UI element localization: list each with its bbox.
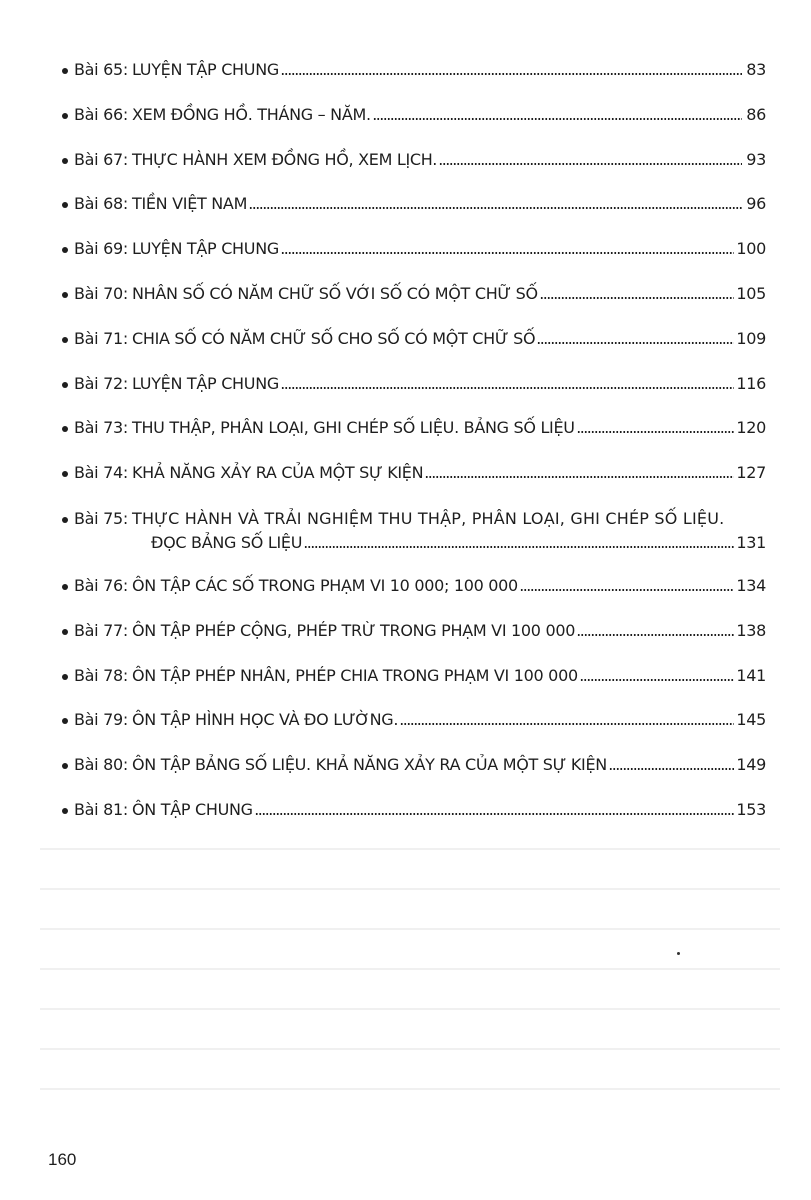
- dot-leader: [281, 73, 742, 75]
- dot-leader: [281, 387, 734, 389]
- toc-entry[interactable]: [62, 372, 766, 393]
- lesson-title: ÔN TẬP PHÉP NHÂN, PHÉP CHIA TRONG PHẠM VI 100 000: [131, 665, 578, 685]
- lesson-number: Bài 67:: [74, 149, 128, 169]
- lesson-title: TIỀN VIỆT NAM: [131, 194, 248, 214]
- dot-leader: [540, 297, 735, 299]
- bullet-icon: [62, 763, 68, 769]
- bullet-icon: [62, 247, 68, 253]
- lesson-title: ÔN TẬP CHUNG: [131, 799, 253, 819]
- page-number: 116: [736, 373, 766, 393]
- toc-entry[interactable]: [62, 148, 766, 169]
- show-through-text: [40, 820, 780, 1100]
- bullet-icon: [62, 718, 68, 724]
- toc-entry[interactable]: [62, 664, 766, 685]
- lesson-title: THỰC HÀNH XEM ĐỒNG HỒ, XEM LỊCH.: [131, 149, 438, 169]
- lesson-number: Bài 73:: [74, 418, 128, 438]
- page-number: 109: [736, 328, 766, 348]
- lesson-number: Bài 66:: [74, 104, 128, 124]
- page-number: 96: [746, 194, 766, 214]
- dot-leader: [373, 118, 742, 120]
- lesson-title-continued: ĐỌC BẢNG SỐ LIỆU: [151, 532, 303, 552]
- lesson-number: Bài 76:: [74, 575, 128, 595]
- bullet-icon: [62, 292, 68, 298]
- footer-page-number: 160: [48, 1150, 77, 1169]
- lesson-number: Bài 70:: [74, 283, 128, 303]
- lesson-title: THU THẬP, PHÂN LOẠI, GHI CHÉP SỐ LIỆU. BẢNG SỐ LIỆU: [131, 418, 575, 438]
- lesson-number: Bài 71:: [74, 328, 128, 348]
- page-number: 153: [736, 799, 766, 819]
- bullet-icon: [62, 808, 68, 814]
- bullet-icon: [62, 584, 68, 590]
- page-number: 86: [746, 104, 766, 124]
- page-number: 105: [736, 283, 766, 303]
- lesson-number: Bài 75:: [74, 508, 128, 528]
- dot-leader: [304, 546, 734, 548]
- lesson-title: CHIA SỐ CÓ NĂM CHỮ SỐ CHO SỐ CÓ MỘT CHỮ SỐ: [131, 328, 536, 348]
- bullet-icon: [62, 158, 68, 164]
- bullet-icon: [62, 337, 68, 343]
- dot-leader: [520, 589, 734, 591]
- lesson-title: LUYỆN TẬP CHUNG: [131, 239, 279, 259]
- dot-leader: [281, 252, 734, 254]
- lesson-number: Bài 72:: [74, 373, 128, 393]
- dot-leader: [537, 342, 734, 344]
- page-number: 141: [736, 665, 766, 685]
- bullet-icon: [62, 68, 68, 74]
- lesson-title: ÔN TẬP CÁC SỐ TRONG PHẠM VI 10 000; 100 000: [131, 575, 518, 595]
- dot-leader: [400, 723, 734, 725]
- page-number: 127: [736, 463, 766, 483]
- lesson-title: THỰC HÀNH VÀ TRẢI NGHIỆM THU THẬP, PHÂN LOẠI, GHI CHÉP SỐ LIỆU.: [131, 508, 725, 528]
- lesson-title: ÔN TẬP PHÉP CỘNG, PHÉP TRỪ TRONG PHẠM VI 100 000: [131, 620, 576, 640]
- page-number: 145: [736, 710, 766, 730]
- lesson-title: ÔN TẬP BẢNG SỐ LIỆU. KHẢ NĂNG XẢY RA CỦA MỘT SỰ KIỆN: [131, 755, 607, 775]
- page-number: 83: [746, 60, 766, 79]
- lesson-number: Bài 80:: [74, 755, 128, 775]
- dot-leader: [255, 813, 735, 815]
- dot-leader: [439, 163, 742, 165]
- page-number: 93: [746, 149, 766, 169]
- bullet-icon: [62, 426, 68, 432]
- toc-entry[interactable]: [62, 753, 766, 774]
- lesson-title: XEM ĐỒNG HỒ. THÁNG – NĂM.: [131, 104, 371, 124]
- lesson-title: LUYỆN TẬP CHUNG: [131, 373, 279, 393]
- toc-entry[interactable]: [62, 619, 766, 640]
- toc-entry[interactable]: [62, 708, 766, 729]
- lesson-title: ÔN TẬP HÌNH HỌC VÀ ĐO LƯỜNG.: [131, 710, 399, 730]
- dot-leader: [577, 431, 735, 433]
- toc-entry[interactable]: [62, 798, 766, 819]
- lesson-number: Bài 65:: [74, 60, 128, 79]
- bullet-icon: [62, 674, 68, 680]
- toc-entry[interactable]: [62, 327, 766, 348]
- lesson-number: Bài 77:: [74, 620, 128, 640]
- toc-entry[interactable]: [62, 574, 766, 595]
- lesson-number: Bài 78:: [74, 665, 128, 685]
- page-number: 134: [736, 575, 766, 595]
- lesson-number: Bài 79:: [74, 710, 128, 730]
- lesson-title: NHÂN SỐ CÓ NĂM CHỮ SỐ VỚI SỐ CÓ MỘT CHỮ SỐ: [131, 283, 538, 303]
- toc-entry[interactable]: [62, 282, 766, 303]
- page-number: 138: [736, 620, 766, 640]
- page-number: 100: [736, 239, 766, 259]
- dot-leader: [577, 634, 734, 636]
- toc-entry[interactable]: [62, 103, 766, 124]
- toc-entry[interactable]: [62, 416, 766, 437]
- dot-leader: [425, 476, 734, 478]
- dot-leader: [609, 768, 734, 770]
- toc-entry[interactable]: [62, 461, 766, 482]
- table-of-contents: [62, 58, 766, 843]
- bullet-icon: [62, 202, 68, 208]
- print-speck: [677, 952, 680, 955]
- bullet-icon: [62, 471, 68, 477]
- lesson-number: Bài 68:: [74, 194, 128, 214]
- lesson-number: Bài 69:: [74, 239, 128, 259]
- toc-entry[interactable]: [62, 192, 766, 213]
- toc-entry-line-1: [62, 506, 766, 528]
- page-number: 120: [736, 418, 766, 438]
- lesson-title: KHẢ NĂNG XẢY RA CỦA MỘT SỰ KIỆN: [131, 463, 424, 483]
- lesson-number: Bài 81:: [74, 799, 128, 819]
- bullet-icon: [62, 382, 68, 388]
- toc-entry[interactable]: [62, 506, 766, 555]
- dot-leader: [580, 679, 735, 681]
- toc-entry[interactable]: [62, 237, 766, 258]
- lesson-title: LUYỆN TẬP CHUNG: [131, 60, 279, 79]
- toc-entry[interactable]: [62, 58, 766, 79]
- page-number: 131: [736, 532, 766, 552]
- toc-entry-line-2: [62, 528, 766, 552]
- bullet-icon: [62, 113, 68, 119]
- bullet-icon: [62, 517, 68, 523]
- page-number: 149: [736, 755, 766, 775]
- bullet-icon: [62, 629, 68, 635]
- dot-leader: [249, 207, 742, 209]
- lesson-number: Bài 74:: [74, 463, 128, 483]
